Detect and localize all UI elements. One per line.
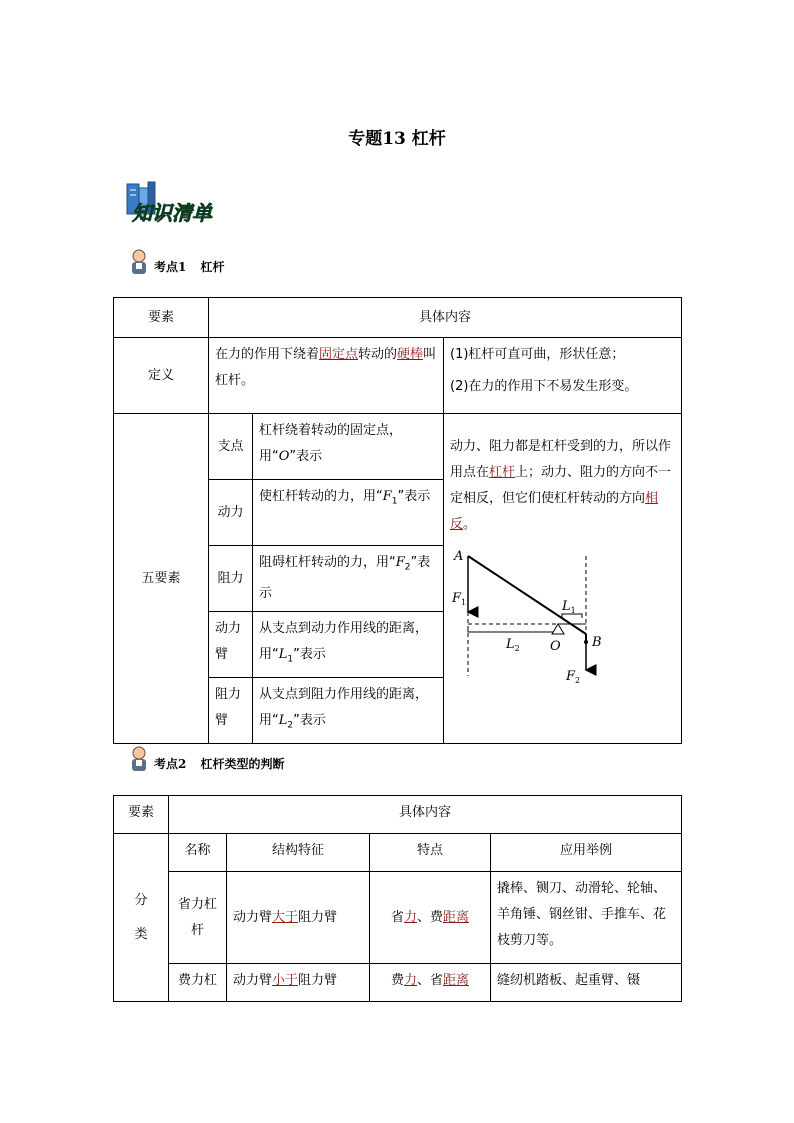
table2-header-element: 要素 — [114, 796, 169, 834]
force-saving-structure: 动力臂大于阻力臂 — [227, 872, 370, 964]
element-effort-desc: 使杠杆转动的力，用“$F_1$”表示 — [253, 480, 444, 546]
definition-notes — [444, 338, 682, 414]
kaodian-1-number: 考点1 — [154, 260, 187, 274]
col-feature-header: 特点 — [370, 834, 491, 872]
force-costing-structure: 动力臂小于阻力臂 — [227, 964, 370, 1002]
page-title: 专题13 杠杆 — [348, 129, 446, 149]
definition-note-1: (1)杠杆可直可曲，形状任意； — [450, 347, 625, 362]
element-fulcrum-desc: 杠杆绕着转动的固定点，用“O”表示 — [253, 414, 444, 480]
force-saving-examples: 撬棒、铡刀、动滑轮、轮轴、羊角锤、钢丝钳、手推车、花枝剪刀等。 — [491, 872, 682, 964]
teacher-icon — [128, 248, 150, 276]
element-effort-arm-desc: 从支点到动力作用线的距离，用“$L_1$”表示 — [253, 612, 444, 678]
lever-elements-table — [113, 297, 682, 744]
element-resistance-arm-name: 阻力臂 — [209, 678, 253, 744]
five-elements-label: 五要素 — [114, 414, 209, 744]
force-saving-feature: 省力、费距离 — [370, 872, 491, 964]
label-f1: $F_1$ — [452, 591, 467, 607]
label-l1: $L_1$ — [562, 599, 576, 615]
lever-highlight: 杠杆 — [489, 465, 516, 480]
definition-note-2: (2)在力的作用下不易发生形变。 — [450, 379, 638, 394]
element-resistance-name: 阻力 — [209, 546, 253, 612]
definition-text: 在力的作用下绕着固定点转动的硬棒叫杠杆。 — [209, 338, 444, 414]
kaodian-2-number: 考点2 — [154, 757, 187, 771]
kaodian-1-name: 杠杆 — [200, 260, 225, 274]
lever-types-table — [113, 795, 682, 1002]
label-b: B — [592, 635, 602, 650]
definition-label: 定义 — [114, 338, 209, 414]
force-costing-lever-name: 费力杠 — [169, 964, 227, 1002]
lever-rod — [468, 556, 586, 634]
table1-header-content: 具体内容 — [209, 298, 682, 338]
fixed-point-highlight: 固定点 — [319, 347, 359, 362]
hard-rod-highlight: 硬棒 — [397, 347, 424, 362]
teacher-icon — [128, 745, 150, 773]
table1-header-element: 要素 — [114, 298, 209, 338]
force-saving-lever-name: 省力杠杆 — [169, 872, 227, 964]
element-effort-name: 动力 — [209, 480, 253, 546]
element-resistance-arm-desc: 从支点到阻力作用线的距离，用“$L_2$”表示 — [253, 678, 444, 744]
kaodian-1-heading — [128, 248, 225, 276]
opposite-highlight: 相反 — [450, 491, 659, 532]
col-example-header: 应用举例 — [491, 834, 682, 872]
label-a: A — [454, 549, 464, 564]
label-o: O — [550, 639, 561, 654]
label-f2: $F_2$ — [566, 669, 581, 685]
element-resistance-desc: 阻碍杠杆转动的力，用“$F_2$”表示 — [253, 546, 444, 612]
force-costing-examples: 缝纫机踏板、起重臂、镊 — [491, 964, 682, 1002]
fulcrum-triangle — [552, 624, 564, 634]
table2-header-content: 具体内容 — [169, 796, 682, 834]
forces-note: 动力、阻力都是杠杆受到的力，所以作用点在杠杆上；动力、阻力的方向不一定相反，但它们使杠杆转动的方向相反。 — [450, 439, 672, 532]
banner-text: 知识清单 — [132, 201, 212, 225]
label-l2: $L_2$ — [506, 637, 520, 653]
col-name-header: 名称 — [169, 834, 227, 872]
force-costing-feature: 费力、省距离 — [370, 964, 491, 1002]
l2-bracket — [468, 628, 558, 632]
col-structure-header: 结构特征 — [227, 834, 370, 872]
point-b-dot — [584, 640, 588, 644]
kaodian-2-heading — [128, 745, 285, 773]
kaodian-2-name: 杠杆类型的判断 — [200, 757, 285, 771]
knowledge-list-banner — [122, 180, 242, 230]
lever-notes-cell — [444, 414, 682, 744]
element-fulcrum-name: 支点 — [209, 414, 253, 480]
element-effort-arm-name: 动力臂 — [209, 612, 253, 678]
lever-diagram — [450, 546, 630, 696]
classification-label: 分 类 — [114, 834, 169, 1002]
